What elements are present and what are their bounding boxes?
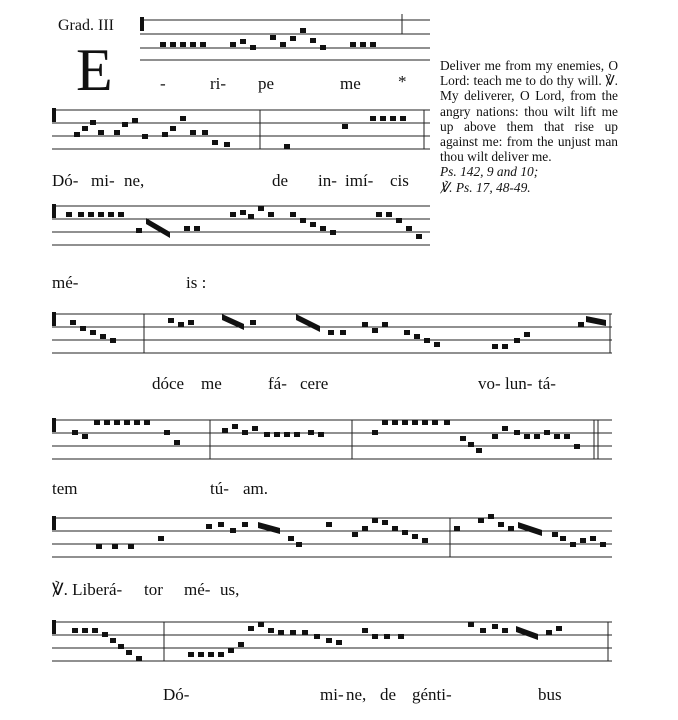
psalm-reference-1: Ps. 142, 9 and 10; <box>440 164 539 180</box>
lyric-5-3: am. <box>243 479 269 498</box>
lyric-1-2: ri- <box>210 74 227 93</box>
psalm-reference-2: ℣. Ps. 17, 48-49. <box>440 179 531 195</box>
lyric-4-7: tá- <box>538 374 556 393</box>
lyric-5-2: tú- <box>210 479 229 498</box>
lyric-1-1: - <box>160 74 166 93</box>
lyric-4-5: vo- <box>478 374 501 393</box>
lyric-2-7: cis <box>390 171 409 190</box>
lyric-6-3: mé- <box>184 580 211 599</box>
staff-7 <box>52 616 612 668</box>
lyric-7-3: ne, <box>346 685 367 704</box>
lyric-2-3: ne, <box>124 171 145 190</box>
lyric-2-6: imí- <box>345 171 374 190</box>
lyric-7-4: de <box>380 685 397 704</box>
lyric-5-1: tem <box>52 479 78 498</box>
asterisk: * <box>398 72 407 91</box>
lyric-2-1: Dó- <box>52 171 79 190</box>
staff-4 <box>52 308 612 360</box>
staff-3 <box>52 200 430 250</box>
lyric-4-3: fá- <box>268 374 287 393</box>
lyric-7-1: Dó- <box>163 685 190 704</box>
staff-1 <box>140 12 430 62</box>
gradual-label: Grad. III <box>58 17 114 34</box>
lyric-6-1: ℣. Liberá- <box>52 580 123 599</box>
lyric-3-2: is : <box>186 273 207 292</box>
lyric-1-4: me <box>340 74 361 93</box>
lyric-6-4: us, <box>220 580 240 599</box>
lyric-7-6: bus <box>538 685 562 704</box>
drop-cap: E <box>76 37 113 103</box>
translation-block <box>440 58 618 195</box>
lyric-7-5: génti- <box>412 685 452 704</box>
lyric-6-2: tor <box>144 580 163 599</box>
translation-text: Deliver me from my enemies, O Lord: teach me to do thy will. ℣. My deliverer, O Lord, from the angry nations: thou wilt lift me up above them that rise up against me: from the unjust man thou wilt deliver me. <box>440 58 618 165</box>
staff-2 <box>52 104 430 162</box>
lyric-2-2: mi- <box>91 171 115 190</box>
lyric-3-1: mé- <box>52 273 79 292</box>
lyric-4-1: dóce <box>152 374 185 393</box>
lyric-2-5: in- <box>318 171 337 190</box>
lyric-4-4: cere <box>300 374 329 393</box>
staff-5 <box>52 414 612 466</box>
lyric-4-6: lun- <box>505 374 533 393</box>
lyric-4-2: me <box>201 374 222 393</box>
lyric-2-4: de <box>272 171 289 190</box>
staff-6 <box>52 512 612 564</box>
lyric-1-3: pe <box>258 74 275 93</box>
lyric-7-2: mi- <box>320 685 344 704</box>
